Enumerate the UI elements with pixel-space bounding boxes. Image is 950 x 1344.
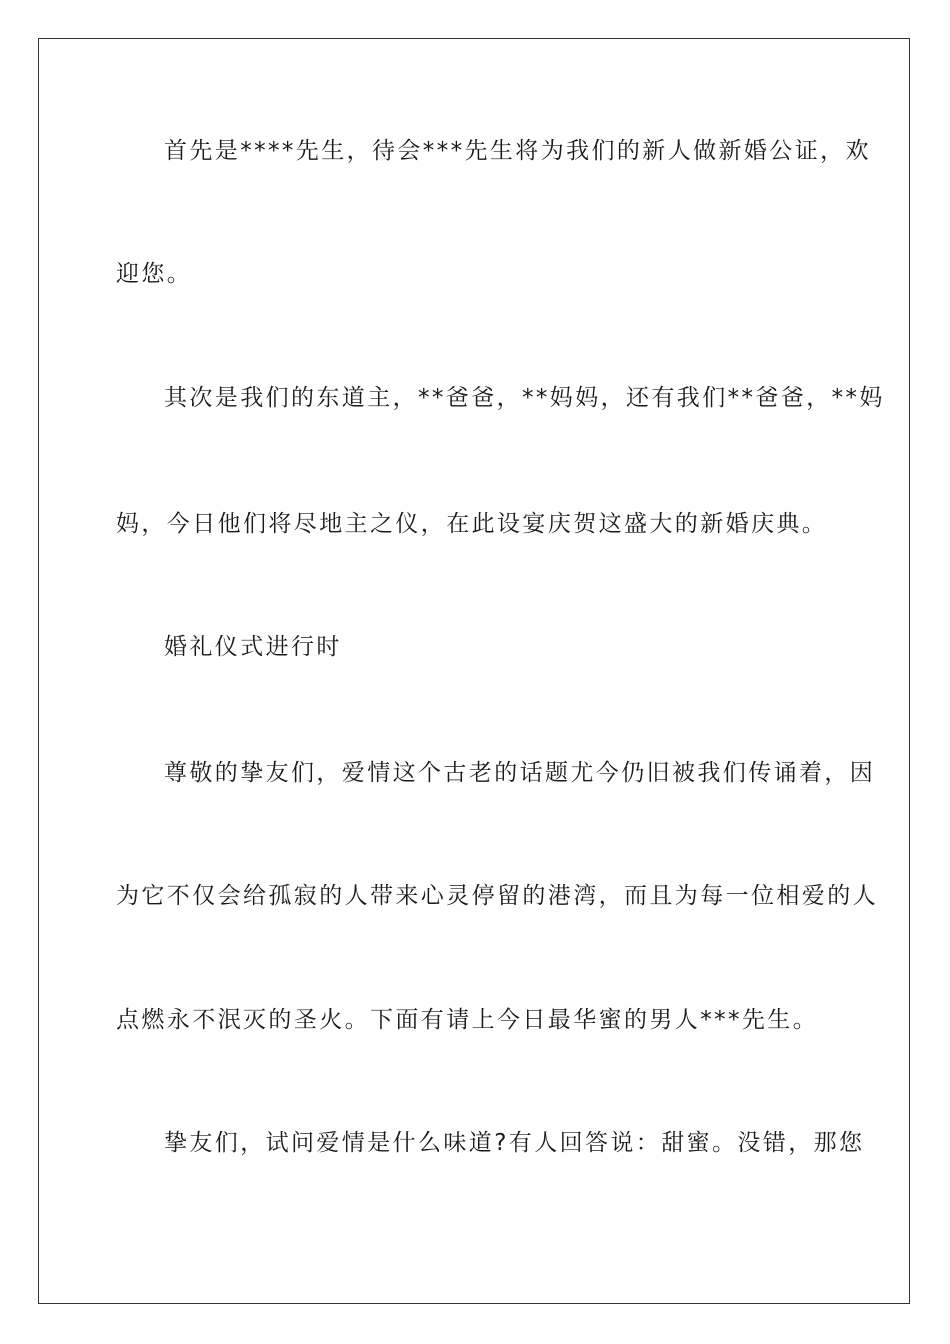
paragraph-line: 首先是****先生，待会***先生将为我们的新人做新婚公证，欢 (164, 138, 871, 164)
paragraph-line: 妈，今日他们将尽地主之仪，在此设宴庆贺这盛大的新婚庆典。 (116, 511, 828, 537)
page-border (38, 38, 910, 1304)
paragraph-line: 挚友们，试问爱情是什么味道?有人回答说：甜蜜。没错，那您 (164, 1130, 865, 1156)
paragraph-line: 为它不仅会给孤寂的人带来心灵停留的港湾，而且为每一位相爱的人 (116, 883, 878, 909)
paragraph-line: 点燃永不泯灭的圣火。下面有请上今日最华蜜的男人***先生。 (116, 1007, 819, 1033)
paragraph-line: 迎您。 (116, 261, 193, 287)
paragraph-line: 其次是我们的东道主，**爸爸，**妈妈，还有我们**爸爸，**妈 (164, 385, 885, 411)
section-heading: 婚礼仪式进行时 (164, 634, 342, 660)
paragraph-line: 尊敬的挚友们，爱情这个古老的话题尤今仍旧被我们传诵着，因 (164, 760, 876, 786)
